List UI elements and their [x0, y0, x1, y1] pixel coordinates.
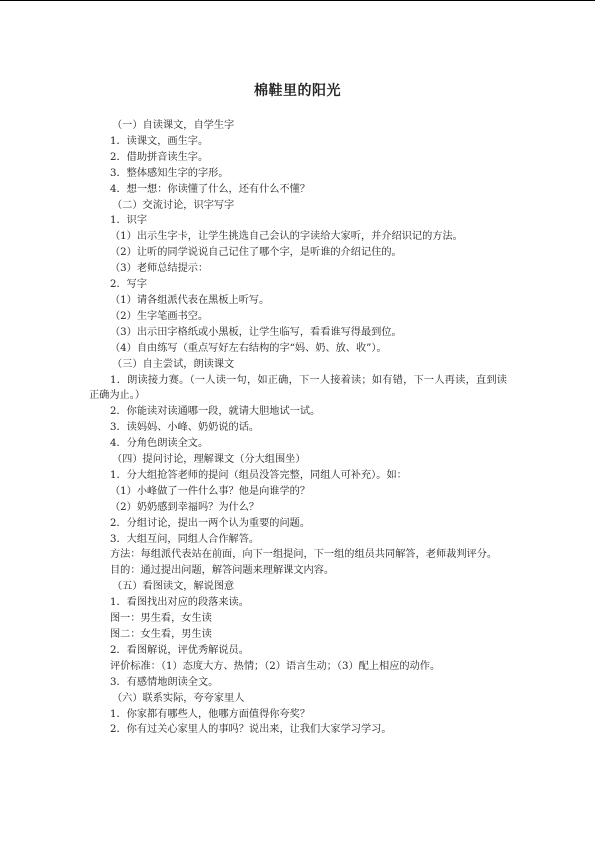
- text-line: 2．你能读对读通哪一段，就请大胆地试一试。: [110, 406, 321, 418]
- text-line: （六）联系实际，夸夸家里人: [112, 692, 245, 704]
- text-line: 图一：男生看，女生读: [110, 613, 212, 625]
- text-line: 4．想一想：你读懂了什么，还有什么不懂？: [110, 183, 311, 195]
- text-line: 1．朗读接力赛。（一人读一句，如正确，下一人接着读；如有错，下一人再读，直到读正确为止。）: [89, 374, 507, 402]
- text-line: 1．看图找出对应的段落来读。: [110, 597, 249, 609]
- text-line: （一）自读课文，自学生字: [112, 120, 235, 131]
- text-line: 4．分角色朗读全文。: [110, 438, 209, 450]
- text-line: 2．分组讨论，提出一两个认为重要的问题。: [110, 517, 311, 529]
- text-line: 2．写字: [110, 279, 148, 291]
- text-line: 3．整体感知生字的字形。: [110, 167, 229, 179]
- top-border-line: [0, 0, 595, 1]
- text-line: 1．你家都有哪些人，他哪方面值得你夸奖？: [110, 708, 311, 720]
- document-title: 棉鞋里的阳光: [254, 83, 341, 99]
- text-line: 2．借助拼音读生字。: [110, 151, 209, 163]
- text-line: （五）看图读文，解说图意: [112, 581, 235, 593]
- text-line: （1）请各组派代表在黑板上听写。: [110, 294, 270, 306]
- text-line: 图二：女生看，男生读: [110, 629, 212, 640]
- text-line: （二）交流讨论，识字写字: [112, 199, 235, 211]
- text-line: 3．读妈妈、小峰、奶奶说的话。: [110, 422, 260, 434]
- text-line: 1．识字: [110, 215, 148, 227]
- text-line: 3．有感情地朗读全文。: [110, 676, 219, 688]
- text-line: 1．分大组抢答老师的提问（组员没答完整，同组人可补充）。如：: [110, 469, 407, 481]
- text-line: 目的：通过提出问题，解答问题来理解课文内容。: [110, 565, 335, 577]
- text-line: （1）小峰做了一件什么事？他是向谁学的？: [110, 485, 311, 497]
- text-line: （2）奶奶感到幸福吗？为什么？: [110, 501, 260, 513]
- text-line: 方法：每组派代表站在前面，向下一组提问，下一组的组员共同解答，老师裁判评分。: [110, 549, 498, 561]
- text-line: 2．看图解说，评优秀解说员。: [110, 644, 249, 656]
- text-line: （2）让听的同学说说自己记住了哪个字，是听谁的介绍记住的。: [110, 247, 402, 259]
- text-line: （3）出示田字格纸或小黑板，让学生临写，看看谁写得最到位。: [110, 326, 402, 338]
- text-line: （三）自主尝试，朗读课文: [112, 358, 235, 370]
- text-line: （4）自由练写（重点写好左右结构的字“妈、奶、放、收”）。: [110, 342, 387, 354]
- text-line: 3．大组互问，同组人合作解答。: [110, 533, 260, 545]
- text-line: 评价标准：（1）态度大方、热情；（2）语言生动；（3）配上相应的动作。: [110, 660, 441, 672]
- text-line: （3）老师总结提示：: [110, 263, 209, 275]
- document-body: [89, 118, 507, 738]
- text-line: 2．你有过关心家里人的事吗？说出来，让我们大家学习学习。: [110, 724, 392, 736]
- text-line: 1．读课文，画生字。: [110, 135, 209, 147]
- text-line: （四）提问讨论，理解课文（分大组围坐）: [112, 454, 306, 466]
- text-line: （1）出示生字卡，让学生挑选自己会认的字读给大家听，并介绍识记的方法。: [110, 231, 463, 243]
- text-line: （2）生字笔画书空。: [110, 310, 209, 322]
